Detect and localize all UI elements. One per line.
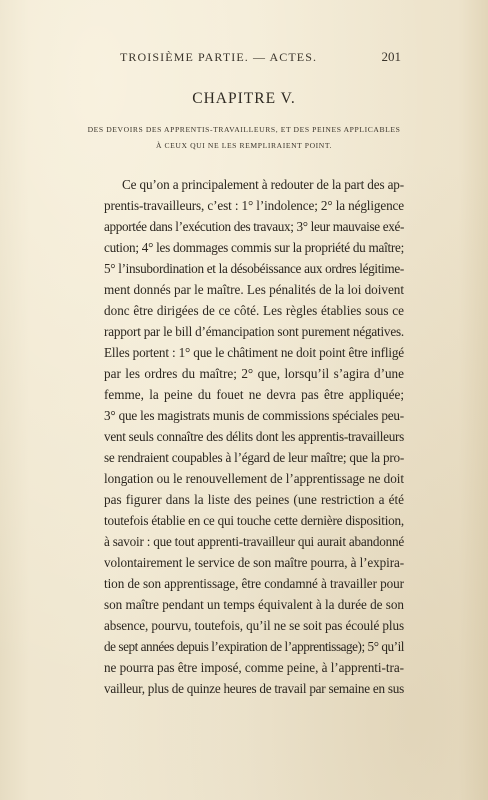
text-line: à savoir : que tout apprenti-travailleur qui aurait abandonné <box>104 534 404 549</box>
text-line: longation ou le renouvellement de l’apprentissage ne doit <box>104 471 404 486</box>
text-line: se rendraient coupables à l’égard de leur maître; que la pro- <box>104 450 405 465</box>
text-line: ne pourra pas être imposé, comme peine, à l’apprenti-tra- <box>104 660 404 675</box>
chapter-subtitle-line-2: À CEUX QUI NE LES REMPLIRAIENT POINT. <box>155 141 333 150</box>
chapter-title: CHAPITRE V. <box>192 90 296 107</box>
text-line: apportée dans l’exécution des travaux; 3° leur mauvaise exé- <box>104 219 404 234</box>
running-head <box>110 50 410 68</box>
running-title: TROISIÈME PARTIE. — ACTES. <box>120 50 318 64</box>
text-line: cution; 4° les dommages commis sur la propriété du maître; <box>104 240 404 255</box>
text-line: rapport par le bill d’émancipation sont purement négatives. <box>104 324 404 339</box>
text-line: pas figurer dans la liste des peines (une restriction a été <box>104 492 404 507</box>
text-line: femme, la peine du fouet ne devra pas être appliquée; <box>104 387 404 402</box>
text-line: tion de son apprentissage, être condamné à travailler pour <box>104 576 404 591</box>
text-line: vailleur, plus de quinze heures de travail par semaine en sus <box>104 681 404 696</box>
page-number: 201 <box>381 49 401 64</box>
text-line: Elles portent : 1° que le châtiment ne doit point être infligé <box>104 345 404 360</box>
body-paragraph <box>104 174 404 699</box>
text-line: son maître pendant un temps équivalent à la durée de son <box>104 597 404 612</box>
text-line: absence, pourvu, toutefois, qu’il ne se soit pas écoulé plus <box>104 618 404 633</box>
chapter-subtitle-line-1: DES DEVOIRS DES APPRENTIS-TRAVAILLEURS, ET DES PEINES APPLICABLES <box>87 125 401 134</box>
text-line: par les ordres du maître; 2° que, lorsqu’il s’agira d’une <box>104 366 404 381</box>
text-line: 5° l’insubordination et la désobéissance aux ordres légitime- <box>104 261 404 276</box>
text-line: prentis-travailleurs, c’est : 1° l’indolence; 2° la négligence <box>104 198 404 213</box>
text-line: vent seuls connaître des délits dont les apprentis-travailleurs <box>104 429 404 444</box>
text-line: donc être dirigées de ce côté. Les règles établies sous ce <box>104 303 404 318</box>
text-line: 3° que les magistrats munis de commissions spéciales peu- <box>104 408 404 423</box>
text-line: toutefois établie en ce qui touche cette dernière disposition, <box>104 513 405 528</box>
text-line: ment donnés par le maître. Les pénalités de la loi doivent <box>104 282 404 297</box>
text-line: de sept années depuis l’expiration de l’apprentissage); 5° qu’il <box>104 639 404 654</box>
text-line: volontairement le service de son maître pourra, à l’expira- <box>104 555 404 570</box>
text-line: Ce qu’on a principalement à redouter de la part des ap- <box>122 177 404 192</box>
